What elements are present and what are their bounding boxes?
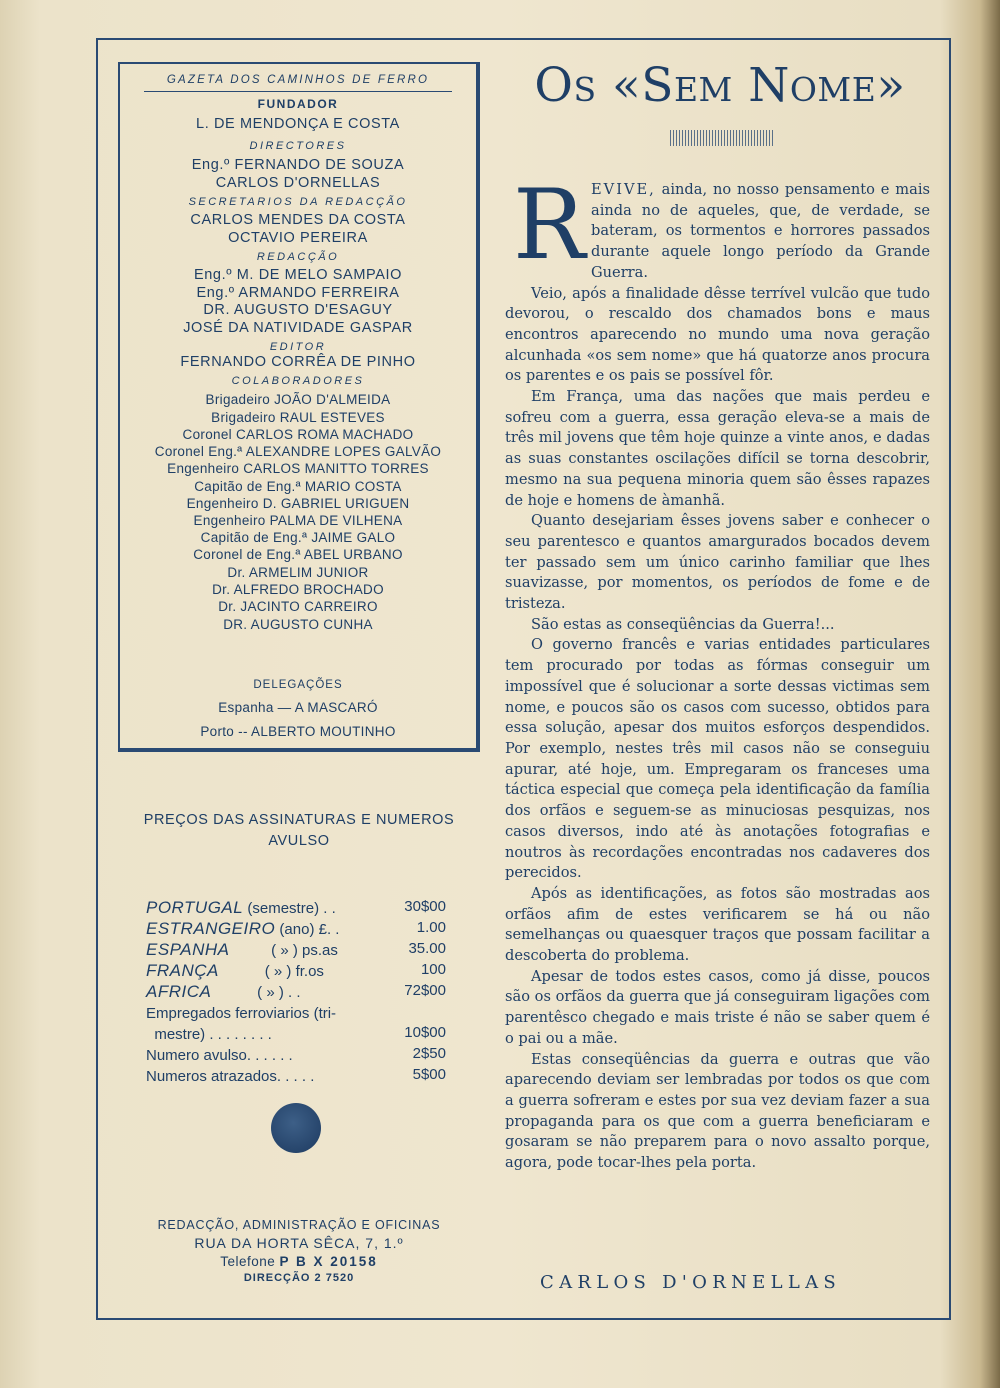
editor-heading: EDITOR	[269, 341, 327, 353]
redaccao-heading: REDACÇÃO	[256, 251, 340, 263]
price-label	[146, 1024, 272, 1044]
colaborador-name: Coronel de Eng.ª ABEL URBANO	[193, 547, 403, 562]
price-value: 10$00	[404, 1024, 446, 1041]
price-row	[146, 1066, 476, 1087]
article-paragraph: Em França, uma das nações que mais perdeu e sofreu com a guerra, essa geração eleva-se a mais de três mil jovens que têm hoje quinze a vinte anos, e dadas as suas constantes oscilações difícil se torna descobrir, mesmo na sua pequena minoria quem são êsses rapazes de hoje e homens de àmanhã.	[505, 388, 930, 509]
price-row	[146, 1003, 476, 1024]
address-block	[118, 1218, 480, 1284]
colaborador-name: Capitão de Eng.ª JAIME GALO	[200, 530, 396, 545]
drop-cap: R	[513, 169, 586, 281]
price-label	[146, 898, 336, 918]
publication-name-rule	[144, 91, 452, 92]
prices-title: AVULSO	[268, 833, 330, 849]
price-period: Empregados ferroviarios (tri-	[146, 1005, 337, 1022]
delegacoes-heading: DELEGAÇÕES	[253, 679, 343, 691]
first-word: EVIVE,	[591, 181, 656, 198]
price-label	[146, 1003, 336, 1023]
colaborador-name: Brigadeiro JOÃO D'ALMEIDA	[205, 392, 391, 407]
address-street: RUA DA HORTA SÊCA, 7, 1.º	[194, 1235, 404, 1251]
price-label	[146, 919, 339, 939]
colaborador-name: Dr. ALFREDO BROCHADO	[212, 582, 384, 597]
price-value: 2$50	[412, 1045, 446, 1062]
address-phone	[118, 1254, 480, 1269]
price-row	[146, 1024, 476, 1045]
redaccao-name: Eng.º ARMANDO FERREIRA	[196, 285, 400, 301]
article-body	[505, 169, 930, 1174]
redaccao-name: DR. AUGUSTO D'ESAGUY	[203, 302, 393, 318]
colaborador-name: Brigadeiro RAUL ESTEVES	[211, 410, 385, 425]
delegacao-entry: Porto -- ALBERTO MOUTINHO	[200, 724, 396, 739]
price-value: 1.00	[416, 919, 446, 936]
price-period: Numero avulso. . . . . .	[146, 1047, 293, 1064]
price-period: ( » ) fr.os	[218, 963, 324, 980]
price-period: (ano) £. .	[275, 921, 340, 938]
masthead-box	[118, 62, 480, 752]
title-ornament	[670, 130, 775, 146]
price-period: Numeros atrazados. . . . .	[146, 1068, 315, 1085]
price-row	[146, 961, 476, 982]
price-region: ESPANHA	[146, 940, 230, 959]
price-region: FRANÇA	[146, 961, 219, 980]
price-label	[146, 1045, 293, 1065]
publication-name: GAZETA DOS CAMINHOS DE FERRO	[166, 74, 430, 86]
phone-number: P B X 20158	[279, 1254, 378, 1269]
price-region: PORTUGAL	[146, 898, 244, 917]
price-period: mestre) . . . . . . . .	[146, 1026, 272, 1043]
price-value: 72$00	[404, 982, 446, 999]
colaboradores-heading: COLABORADORES	[231, 375, 365, 387]
article-paragraph: Veio, após a finalidade dêsse terrível vulcão que tudo devorou, o rescaldo dos chamados bons e maus encontros aparecendo no mundo uma nova geração alcunhada «os sem nome» que há quatorze anos procura os parentes e os pais se possível fôr.	[505, 284, 930, 385]
circular-seal	[271, 1103, 321, 1153]
subscription-prices	[118, 810, 480, 1085]
fundador-name: L. DE MENDONÇA E COSTA	[196, 116, 400, 132]
article-paragraphs	[505, 284, 930, 1174]
price-period: ( » ) ps.as	[229, 942, 338, 959]
delegacao-entry: Espanha — A MASCARÓ	[218, 700, 378, 715]
price-row	[146, 940, 476, 961]
price-row	[146, 982, 476, 1003]
colaborador-name: Engenheiro D. GABRIEL URIGUEN	[186, 496, 410, 511]
price-value: 100	[420, 961, 446, 978]
price-value: 5$00	[412, 1066, 446, 1083]
price-label	[146, 940, 338, 960]
price-period: ( » ) . .	[211, 984, 301, 1001]
price-label	[146, 1066, 314, 1086]
article-paragraph: São estas as conseqüências da Guerra!...	[531, 615, 835, 633]
secretarios-heading: SECRETARIOS DA REDACÇÃO	[188, 196, 408, 208]
colaborador-name: Capitão de Eng.ª MARIO COSTA	[194, 479, 402, 494]
article-paragraph: Após as identificações, as fotos são mostradas aos orfãos afim de estes verificarem se há ou não semelhanças ou quaesquer traços que possam facilitar a descoberta do problema.	[505, 884, 930, 965]
price-period: (semestre) . .	[243, 900, 336, 917]
colaborador-name: DR. AUGUSTO CUNHA	[223, 617, 373, 632]
colaborador-name: Dr. ARMELIM JUNIOR	[227, 565, 369, 580]
price-value: 30$00	[404, 898, 446, 915]
price-value: 35.00	[408, 940, 446, 957]
director-name: Eng.º FERNANDO DE SOUZA	[191, 157, 405, 173]
price-row	[146, 898, 476, 919]
colaborador-name: Coronel Eng.ª ALEXANDRE LOPES GALVÃO	[154, 444, 442, 459]
article-paragraph: O governo francês e varias entidades particulares tem procurado por todas as fórmas conseguir um impossível que é solucionar a sorte dessas victimas sem nome, e poucos são os casos com sucesso, obtidos para essa solução, apesar dos muitos esforços despendidos. Por exemplo, nestes três mil casos não se conseguiu apurar, até hoje, um. Empregaram os franceses uma táctica especial que começa pela identificação da família dos orfãos e seguem-se as minuciosas pesquizas, nos casos diversos, indo até às anotações fotografias e noutros às recordações encontradas nos cadaveres dos perecidos.	[505, 636, 930, 882]
price-region: AFRICA	[146, 982, 212, 1001]
colaborador-name: Engenheiro CARLOS MANITTO TORRES	[167, 461, 429, 476]
address-heading: REDACÇÃO, ADMINISTRAÇÃO E OFICINAS	[157, 1218, 441, 1232]
author-signature: CARLOS D'ORNELLAS	[540, 1272, 842, 1293]
colaborador-name: Dr. JACINTO CARREIRO	[218, 599, 378, 614]
price-label	[146, 982, 301, 1002]
secretario-name: OCTAVIO PEREIRA	[228, 230, 368, 246]
price-row	[146, 919, 476, 940]
price-region: ESTRANGEIRO	[146, 919, 276, 938]
secretario-name: CARLOS MENDES DA COSTA	[190, 212, 406, 228]
editor-name: FERNANDO CORRÊA DE PINHO	[180, 354, 416, 370]
article-paragraph	[591, 180, 930, 284]
article-paragraph: Apesar de todos estes casos, como já disse, poucos são os orfãos da guerra que já conseguiram ligações com parentêsco chegado e mais triste é não se saber quem é o pai ou a mãe.	[505, 967, 930, 1047]
director-name: CARLOS D'ORNELLAS	[215, 175, 381, 191]
first-paragraph-text: ainda, no nosso pensamento e mais ainda no de aqueles, que, de verdade, se bateram, os tormentos e horrores passados durante aquele longo período da Grande Guerra.	[591, 181, 930, 281]
prices-title: PREÇOS DAS ASSINATURAS E NUMEROS	[143, 812, 455, 828]
price-label	[146, 961, 324, 981]
price-row	[146, 1045, 476, 1066]
directores-heading: DIRECTORES	[249, 140, 347, 152]
article-paragraph: Quanto desejariam êsses jovens saber e conhecer o seu parentesco e quantos amargurados bocados devem ter passado sem um único carinho familiar que lhes suavizasse, por momentos, os períodos de fome e de tristeza.	[505, 512, 930, 613]
redaccao-name: JOSÉ DA NATIVIDADE GASPAR	[183, 320, 413, 336]
colaborador-name: Engenheiro PALMA DE VILHENA	[193, 513, 403, 528]
colaborador-name: Coronel CARLOS ROMA MACHADO	[182, 427, 414, 442]
phone-label: Telefone	[220, 1254, 276, 1269]
article-paragraph: Estas conseqüências da guerra e outras que vão aparecendo deviam ser lembradas por todos os que com a guerra sofreram e estes por sua vez deviam fazer a sua propaganda para os que com a guerra beneficiaram e gosaram se não preparem para o novo assalto porque, agora, pode tocar-lhes pela porta.	[505, 1050, 930, 1172]
redaccao-name: Eng.º M. DE MELO SAMPAIO	[194, 267, 402, 283]
direccao-phone: DIRECÇÃO 2 7520	[243, 1272, 355, 1284]
article-title: Os «Sem Nome»	[534, 58, 906, 113]
fundador-heading: FUNDADOR	[257, 97, 339, 111]
